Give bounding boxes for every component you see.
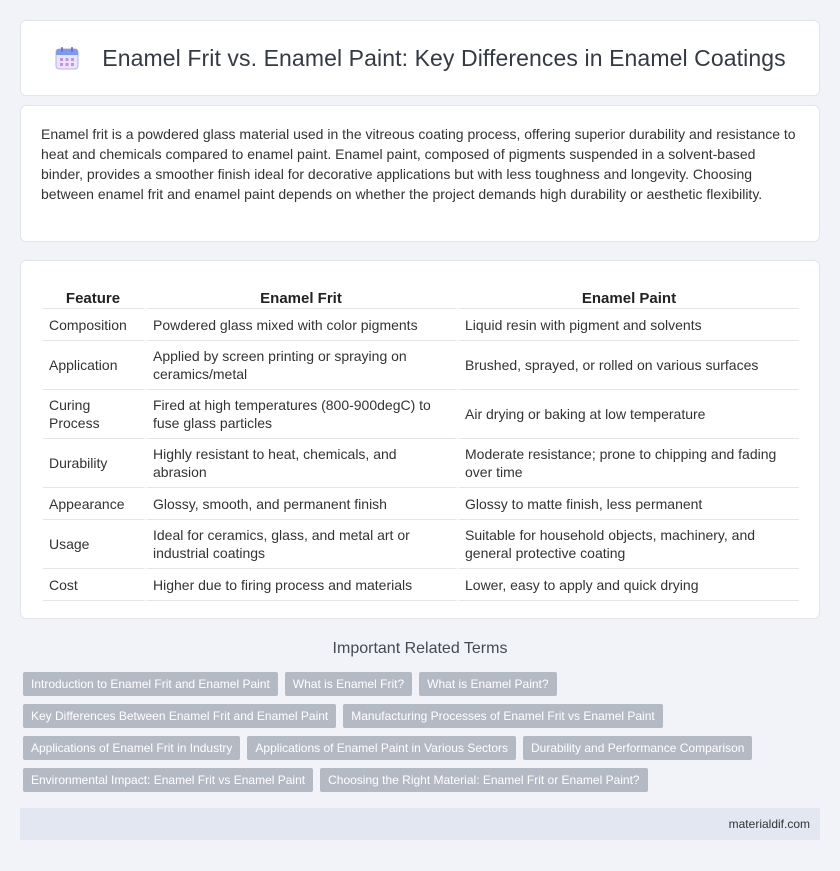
related-term-tag[interactable]: Environmental Impact: Enamel Frit vs Enamel Paint	[23, 768, 313, 792]
table-row	[43, 309, 799, 341]
related-term-tag[interactable]: Choosing the Right Material: Enamel Frit or Enamel Paint?	[320, 768, 647, 792]
comparison-table-card	[20, 260, 820, 619]
frit-cell: Highly resistant to heat, chemicals, and abrasion	[147, 439, 459, 488]
related-terms-tags	[23, 672, 823, 800]
table-row	[43, 341, 799, 390]
frit-cell: Applied by screen printing or spraying on ceramics/metal	[147, 341, 459, 390]
table-row	[43, 520, 799, 569]
related-term-tag[interactable]: Applications of Enamel Frit in Industry	[23, 736, 240, 760]
intro-card	[20, 105, 820, 242]
related-term-tag[interactable]: What is Enamel Frit?	[285, 672, 412, 696]
feature-cell: Usage	[43, 520, 147, 569]
paint-cell: Suitable for household objects, machinery, and general protective coating	[459, 520, 799, 569]
column-header-enamel-paint: Enamel Paint	[459, 285, 799, 309]
related-term-tag[interactable]: Applications of Enamel Paint in Various Sectors	[247, 736, 516, 760]
calendar-icon	[54, 45, 80, 71]
frit-cell: Fired at high temperatures (800-900degC) to fuse glass particles	[147, 390, 459, 439]
feature-cell: Cost	[43, 569, 147, 601]
feature-cell: Durability	[43, 439, 147, 488]
related-terms-title: Important Related Terms	[332, 640, 508, 657]
feature-cell: Appearance	[43, 488, 147, 520]
related-term-tag[interactable]: What is Enamel Paint?	[419, 672, 556, 696]
related-term-tag[interactable]: Durability and Performance Comparison	[523, 736, 752, 760]
paint-cell: Moderate resistance; prone to chipping and fading over time	[459, 439, 799, 488]
footer-site-link[interactable]: materialdif.com	[728, 817, 810, 831]
frit-cell: Higher due to firing process and materials	[147, 569, 459, 601]
feature-cell: Application	[43, 341, 147, 390]
related-term-tag[interactable]: Manufacturing Processes of Enamel Frit vs Enamel Paint	[343, 704, 662, 728]
footer	[20, 808, 820, 840]
intro-paragraph: Enamel frit is a powdered glass material used in the vitreous coating process, offering superior durability and resistance to heat and chemicals compared to enamel paint. Enamel paint, composed of pigments suspended in a solvent-based binder, provides a smoother finish ideal for decorative applications but with less toughness and longevity. Choosing between enamel frit and enamel paint depends on whether the project demands high durability or aesthetic flexibility.	[41, 126, 796, 202]
feature-cell: Curing Process	[43, 390, 147, 439]
frit-cell: Powdered glass mixed with color pigments	[147, 309, 459, 341]
frit-cell: Glossy, smooth, and permanent finish	[147, 488, 459, 520]
paint-cell: Liquid resin with pigment and solvents	[459, 309, 799, 341]
frit-cell: Ideal for ceramics, glass, and metal art or industrial coatings	[147, 520, 459, 569]
paint-cell: Lower, easy to apply and quick drying	[459, 569, 799, 601]
table-header-row	[43, 285, 799, 309]
table-row	[43, 439, 799, 488]
paint-cell: Air drying or baking at low temperature	[459, 390, 799, 439]
table-row	[43, 488, 799, 520]
header-card	[20, 20, 820, 96]
table-row	[43, 569, 799, 601]
comparison-table	[43, 285, 799, 601]
related-term-tag[interactable]: Key Differences Between Enamel Frit and Enamel Paint	[23, 704, 336, 728]
paint-cell: Brushed, sprayed, or rolled on various surfaces	[459, 341, 799, 390]
paint-cell: Glossy to matte finish, less permanent	[459, 488, 799, 520]
related-term-tag[interactable]: Introduction to Enamel Frit and Enamel Paint	[23, 672, 278, 696]
table-row	[43, 390, 799, 439]
feature-cell: Composition	[43, 309, 147, 341]
column-header-feature: Feature	[43, 285, 147, 309]
column-header-enamel-frit: Enamel Frit	[147, 285, 459, 309]
page-title: Enamel Frit vs. Enamel Paint: Key Differences in Enamel Coatings	[102, 44, 786, 71]
